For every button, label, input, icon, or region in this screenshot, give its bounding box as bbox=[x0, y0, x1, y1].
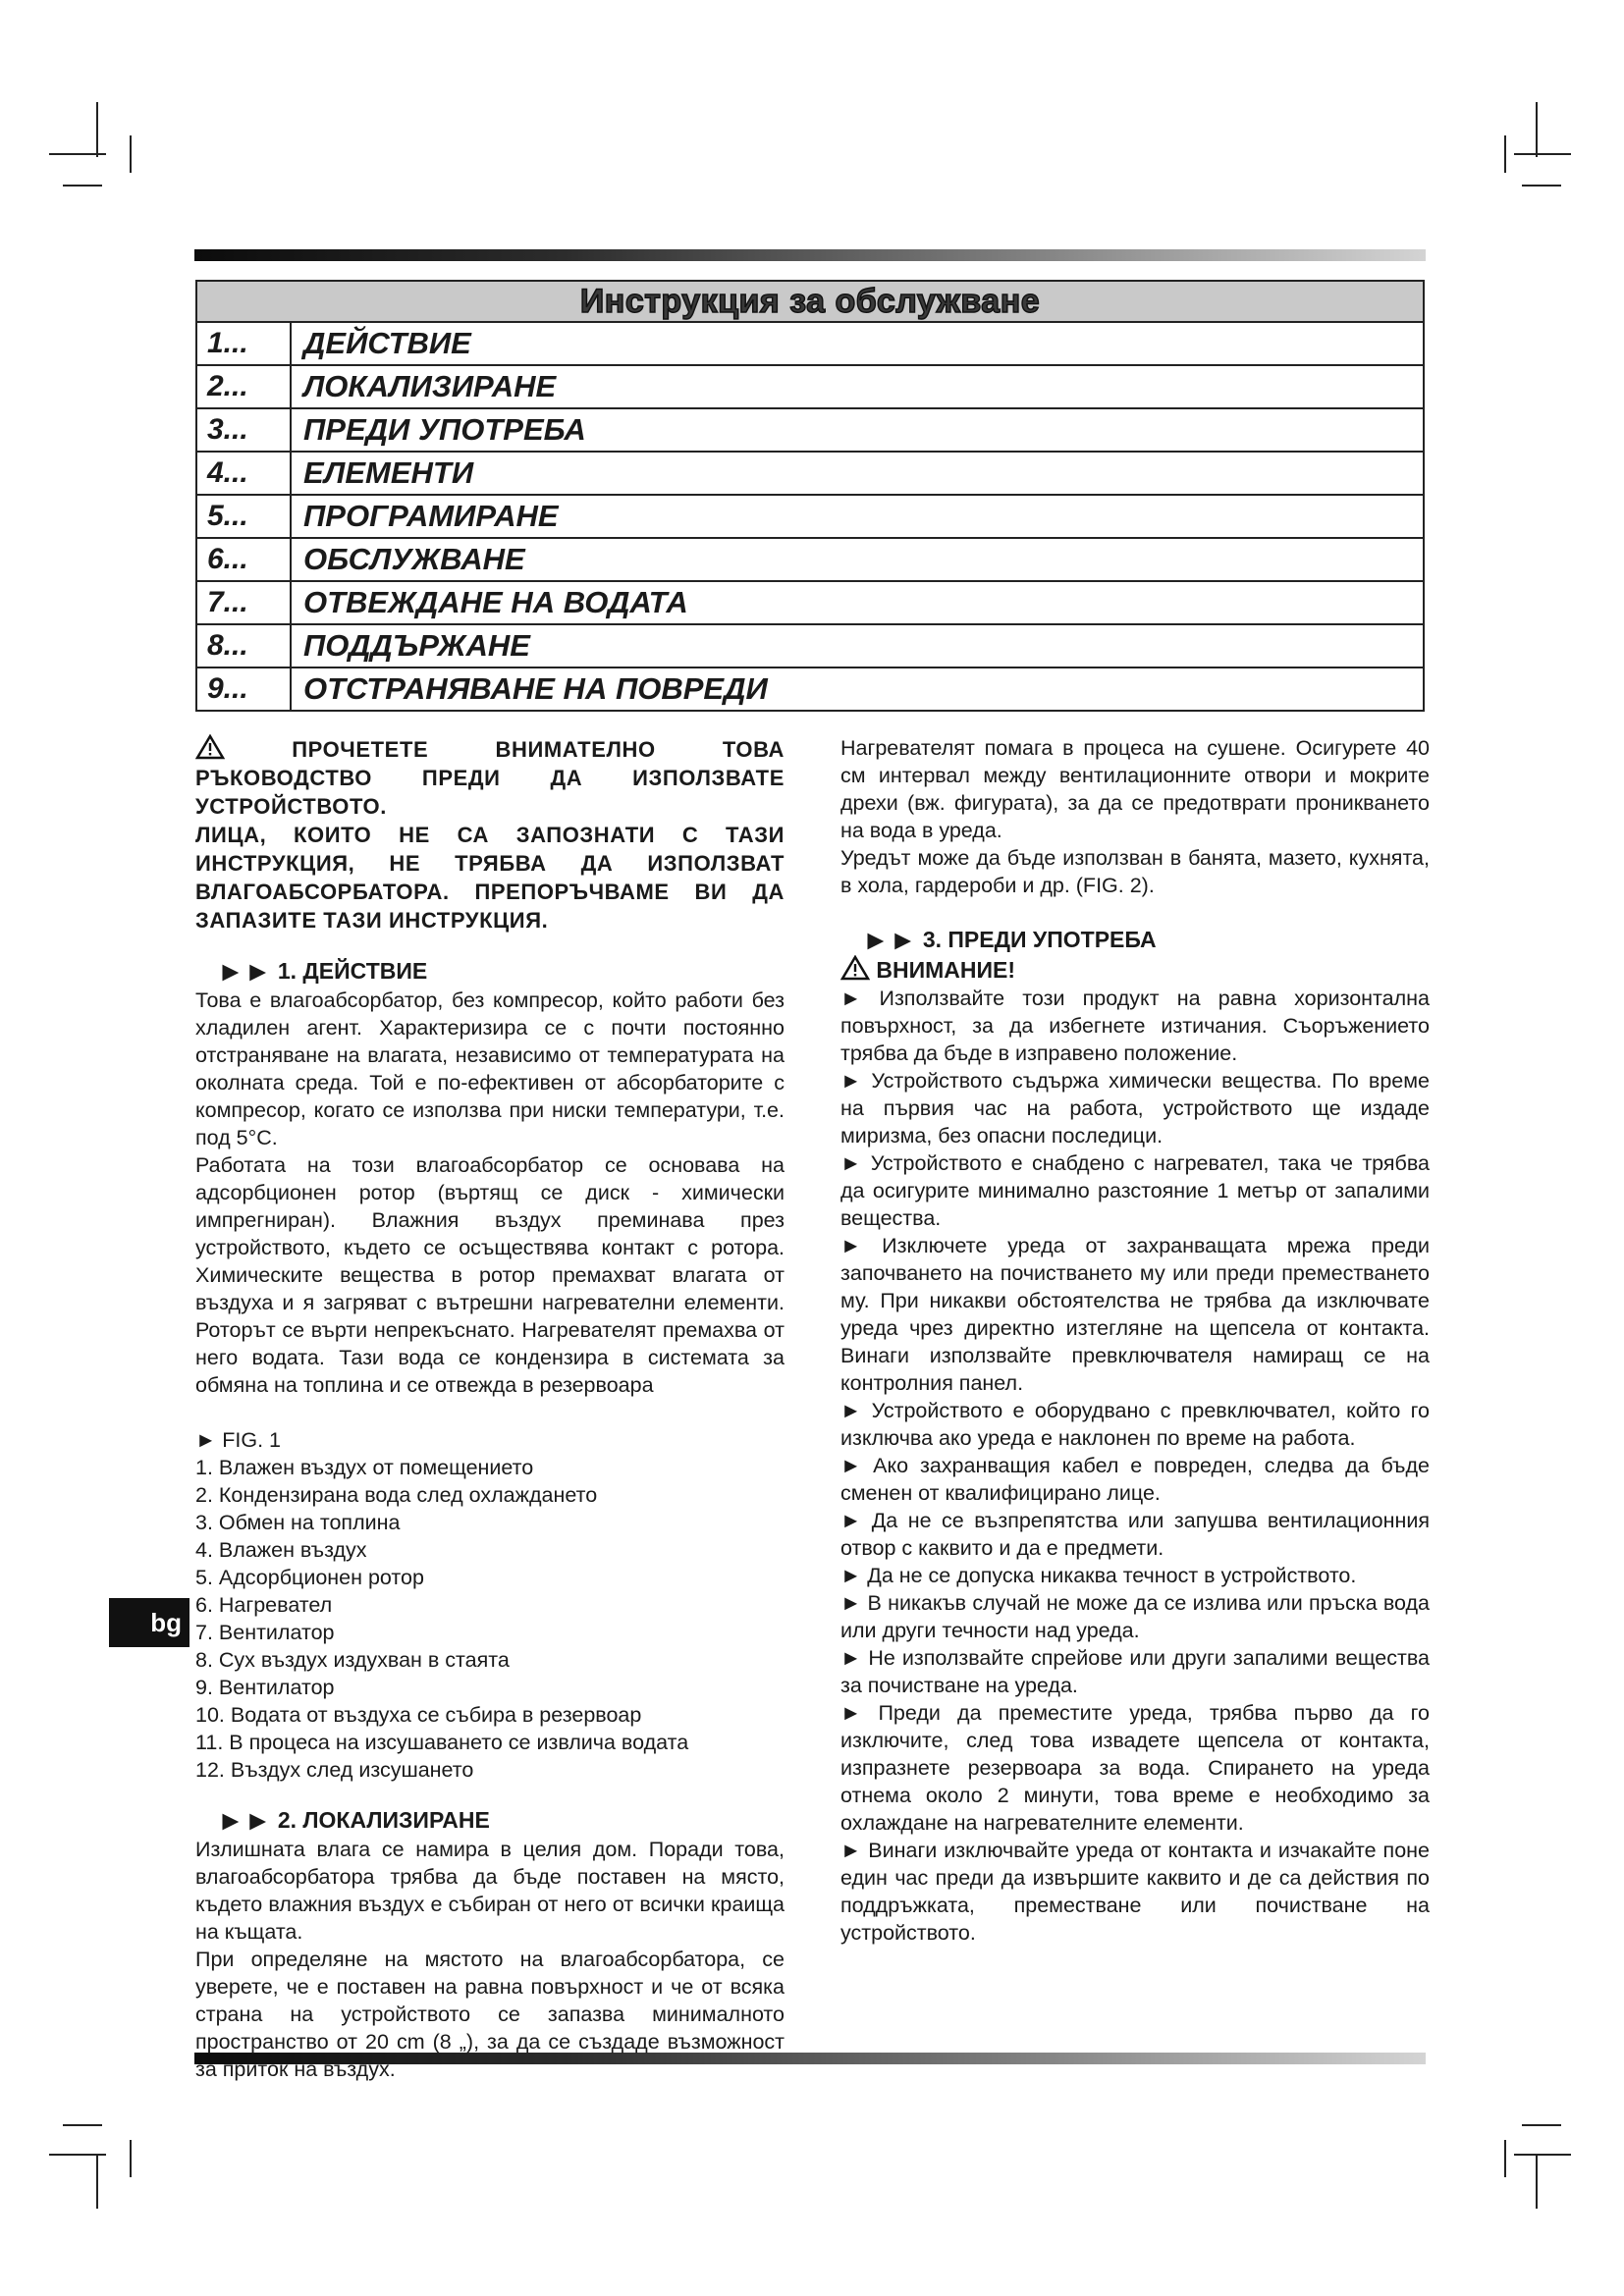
top-gradient-bar bbox=[194, 249, 1426, 261]
crop-mark bbox=[1536, 2154, 1538, 2209]
precaution-item bbox=[840, 1397, 1430, 1452]
triangle-bullet-icon: ► bbox=[840, 1564, 862, 1587]
precaution-item bbox=[840, 1699, 1430, 1837]
crop-mark bbox=[1514, 153, 1571, 155]
section-2-paragraph-2: При определяне на мястото на влагоабсорбатора, се уверете, че е поставен на равна повърхност и че от всяка страна на устройството се запазва минималното пространство от 20 cm (8 „), за да се създаде възможност за приток на въздух. bbox=[195, 1948, 785, 2081]
section-1-heading bbox=[195, 956, 785, 987]
legend-item: 10. Водата от въздуха се събира в резервоар bbox=[195, 1703, 642, 1727]
language-tab: bg bbox=[109, 1598, 189, 1647]
attention-text: ВНИМАНИЕ! bbox=[876, 957, 1016, 983]
crop-mark bbox=[1522, 2124, 1561, 2126]
toc-title: ПРОГРАМИРАНЕ bbox=[303, 499, 559, 533]
legend-item: 5. Адсорбционен ротор bbox=[195, 1566, 424, 1589]
legend-item: 2. Кондензирана вода след охлаждането bbox=[195, 1483, 598, 1507]
section-1-paragraph-2: Работата на този влагоабсорбатор се основава на адсорбционен ротор (въртящ се диск - химически импрегниран). Влажния въздух преминава през устройството, където се осъществява контакт с ротора. Химическите вещества в ротор премахват влагата от въздуха и я загряват с вътрешни нагревателни елементи. Роторът се върти непрекъснато. Нагревателят премахва от него водата. Тази вода се кондензира в системата за обмяна на топлина и се отвежда в резервоара bbox=[195, 1153, 785, 1397]
toc-title: ЛОКАЛИЗИРАНЕ bbox=[303, 369, 557, 403]
crop-mark bbox=[1504, 135, 1506, 173]
section-3-title: 3. ПРЕДИ УПОТРЕБА bbox=[922, 927, 1157, 952]
toc-row bbox=[197, 453, 1423, 496]
crop-mark bbox=[63, 2124, 102, 2126]
toc-row bbox=[197, 539, 1423, 582]
double-arrow-icon: ►► bbox=[217, 956, 272, 987]
crop-mark bbox=[1514, 2154, 1571, 2156]
toc-number: 6... bbox=[197, 539, 292, 580]
section-2-title: 2. ЛОКАЛИЗИРАНЕ bbox=[277, 1807, 490, 1833]
precaution-text: Устройството е оборудвано с превключвател, който го изключва ако уреда е наклонен по време на работа. bbox=[840, 1399, 1430, 1450]
toc-row bbox=[197, 668, 1423, 710]
figure-legend bbox=[195, 1454, 785, 1784]
contents-heading: Инструкция за обслужване bbox=[197, 282, 1423, 323]
crop-mark bbox=[130, 2140, 132, 2177]
toc-number: 9... bbox=[197, 668, 292, 710]
precaution-text: Преди да преместите уреда, трябва първо да го изключите, след това извадете щепсела от контакта, изпразнете резервоара за вода. Спирането на уреда отнема около 2 минути, това време е необходимо за охлаждане на нагревателните елементи. bbox=[840, 1701, 1430, 1835]
legend-item: 8. Сух въздух издухван в стаята bbox=[195, 1648, 510, 1672]
triangle-bullet-icon: ► bbox=[840, 987, 862, 1010]
warning-line-1: ПРОЧЕТЕТЕ ВНИМАТЕЛНО ТОВА РЪКОВОДСТВО ПРЕДИ ДА ИЗПОЛЗВАТЕ УСТРОЙСТВОТО. bbox=[195, 737, 785, 819]
attention-label bbox=[840, 955, 1430, 985]
precaution-text: Използвайте този продукт на равна хоризонтална повърхност, за да избегнете изтичания. Съоръжението трябва да бъде в изправено положение. bbox=[840, 987, 1430, 1065]
legend-item: 3. Обмен на топлина bbox=[195, 1511, 401, 1534]
double-arrow-icon: ►► bbox=[217, 1805, 272, 1836]
section-2-paragraph-1: Излишната влага се намира в целия дом. Поради това, влагоабсорбатора трябва да бъде поставен на място, където влажния въздух е събиран от него от всички краища на къщата. bbox=[195, 1838, 785, 1944]
section-2-paragraph-3: Нагревателят помага в процеса на сушене. Осигурете 40 см интервал между вентилационните отвори и мокрите дрехи (вж. фигурата), за да се предотврати проникването на вода в уреда. bbox=[840, 736, 1430, 842]
toc-title: ОБСЛУЖВАНЕ bbox=[303, 542, 525, 576]
figure-label: FIG. 1 bbox=[222, 1428, 281, 1452]
warning-triangle-icon bbox=[195, 737, 225, 762]
toc-row bbox=[197, 366, 1423, 409]
precaution-item bbox=[840, 985, 1430, 1067]
toc-title: ПОДДЪРЖАНЕ bbox=[303, 628, 530, 663]
precaution-item bbox=[840, 1837, 1430, 1947]
legend-item: 6. Нагревател bbox=[195, 1593, 333, 1617]
section-2-paragraph-4: Уредът може да бъде използван в банята, мазето, кухнята, в хола, гардероби и др. (FIG. 2). bbox=[840, 846, 1430, 897]
toc-row bbox=[197, 582, 1423, 625]
triangle-bullet-icon: ► bbox=[840, 1839, 862, 1862]
crop-mark bbox=[96, 102, 98, 157]
crop-mark bbox=[96, 2154, 98, 2209]
precaution-text: Да не се възпрепятства или запушва вентилационния отвор с каквито и да е предмети. bbox=[840, 1509, 1430, 1560]
precaution-text: Устройството съдържа химически вещества. По време на първия час на работа, устройството ще издаде миризма, без опасни последици. bbox=[840, 1069, 1430, 1148]
precaution-item bbox=[840, 1067, 1430, 1149]
triangle-bullet-icon: ► bbox=[840, 1591, 862, 1615]
toc-row bbox=[197, 409, 1423, 453]
triangle-bullet-icon: ► bbox=[840, 1069, 862, 1093]
right-column bbox=[840, 734, 1430, 1947]
triangle-bullet-icon: ► bbox=[840, 1701, 862, 1725]
crop-mark bbox=[130, 135, 132, 173]
legend-item: 9. Вентилатор bbox=[195, 1676, 335, 1699]
crop-mark bbox=[63, 185, 102, 187]
precaution-item bbox=[840, 1452, 1430, 1507]
triangle-bullet-icon: ► bbox=[840, 1454, 862, 1477]
precaution-item bbox=[840, 1149, 1430, 1232]
toc-row bbox=[197, 323, 1423, 366]
precaution-text: Не използвайте спрейове или други запалими вещества за почистване на уреда. bbox=[840, 1646, 1430, 1697]
crop-mark bbox=[1522, 185, 1561, 187]
triangle-bullet-icon: ► bbox=[195, 1428, 217, 1452]
toc-number: 8... bbox=[197, 625, 292, 667]
precaution-text: Винаги изключвайте уреда от контакта и изчакайте поне един час преди да извършите каквито и де са действия по поддръжката, преместване или почистване на устройството. bbox=[840, 1839, 1430, 1945]
toc-title: ОТВЕЖДАНЕ НА ВОДАТА bbox=[303, 585, 688, 619]
legend-item: 12. Въздух след изсушането bbox=[195, 1758, 474, 1782]
precaution-text: Ако захранващия кабел е повреден, следва да бъде сменен от квалифицирано лице. bbox=[840, 1454, 1430, 1505]
precaution-text: Устройството е снабдено с нагревател, така че трябва да осигурите минимално разстояние 1 метър от запалими вещества. bbox=[840, 1151, 1430, 1230]
warning-line-2: ЛИЦА, КОИТО НЕ СА ЗАПОЗНАТИ С ТАЗИ ИНСТРУКЦИЯ, НЕ ТРЯБВА ДА ИЗПОЛЗВАТ ВЛАГОАБСОРБАТОРА. ПРЕПОРЪЧВАМЕ ВИ ДА ЗАПАЗИТЕ ТАЗИ ИНСТРУКЦИЯ. bbox=[195, 823, 785, 933]
triangle-bullet-icon: ► bbox=[840, 1646, 862, 1670]
triangle-bullet-icon: ► bbox=[840, 1509, 862, 1532]
legend-item: 1. Влажен въздух от помещението bbox=[195, 1456, 534, 1479]
precaution-item bbox=[840, 1562, 1430, 1589]
section-3-heading bbox=[840, 925, 1430, 955]
toc-row bbox=[197, 496, 1423, 539]
toc-row bbox=[197, 625, 1423, 668]
precaution-text: В никакъв случай не може да се излива или пръска вода или други течности над уреда. bbox=[840, 1591, 1430, 1642]
legend-item: 7. Вентилатор bbox=[195, 1621, 335, 1644]
crop-mark bbox=[1536, 102, 1538, 157]
section-2-heading bbox=[195, 1805, 785, 1836]
precaution-item bbox=[840, 1232, 1430, 1397]
section-1-paragraph-1: Това е влагоабсорбатор, без компресор, който работи без хладилен агент. Характеризира се с почти постоянно отстраняване на влагата, независимо от температурата на околната среда. Той е по-ефективен от абсорбаторите с компресор, когато се използва при ниски температури, т.е. под 5°C. bbox=[195, 988, 785, 1149]
toc-number: 1... bbox=[197, 323, 292, 364]
triangle-bullet-icon: ► bbox=[840, 1234, 862, 1257]
toc-title: ОТСТРАНЯВАНЕ НА ПОВРЕДИ bbox=[303, 671, 768, 706]
precaution-text: Изключете уреда от захранващата мрежа преди започването на почистването му или преди преместването му. При никакви обстоятелства не трябва да изключвате уреда чрез директно изтегляне на щепсела от контакта. Винаги използвайте превключвателя намиращ се на контролния панел. bbox=[840, 1234, 1430, 1395]
section-1-title: 1. ДЕЙСТВИЕ bbox=[277, 958, 428, 984]
triangle-bullet-icon: ► bbox=[840, 1399, 862, 1422]
precaution-item bbox=[840, 1589, 1430, 1644]
toc-title: ЕЛЕМЕНТИ bbox=[303, 455, 474, 490]
figure-reference bbox=[195, 1426, 785, 1454]
left-column bbox=[195, 734, 785, 2083]
toc-number: 4... bbox=[197, 453, 292, 494]
precaution-item bbox=[840, 1507, 1430, 1562]
legend-item: 4. Влажен въздух bbox=[195, 1538, 367, 1562]
precaution-item bbox=[840, 1644, 1430, 1699]
double-arrow-icon: ►► bbox=[862, 925, 917, 955]
triangle-bullet-icon: ► bbox=[840, 1151, 862, 1175]
toc-number: 7... bbox=[197, 582, 292, 623]
toc-title: ДЕЙСТВИЕ bbox=[303, 326, 471, 360]
contents-table bbox=[195, 280, 1425, 712]
warning-block bbox=[195, 734, 785, 934]
toc-title: ПРЕДИ УПОТРЕБА bbox=[303, 412, 586, 447]
toc-number: 5... bbox=[197, 496, 292, 537]
warning-triangle-icon bbox=[840, 957, 870, 983]
crop-mark bbox=[1504, 2140, 1506, 2177]
toc-number: 3... bbox=[197, 409, 292, 451]
toc-number: 2... bbox=[197, 366, 292, 407]
legend-item: 11. В процеса на изсушаването се извлича водата bbox=[195, 1731, 689, 1754]
precaution-text: Да не се допуска никаква течност в устройството. bbox=[867, 1564, 1357, 1587]
